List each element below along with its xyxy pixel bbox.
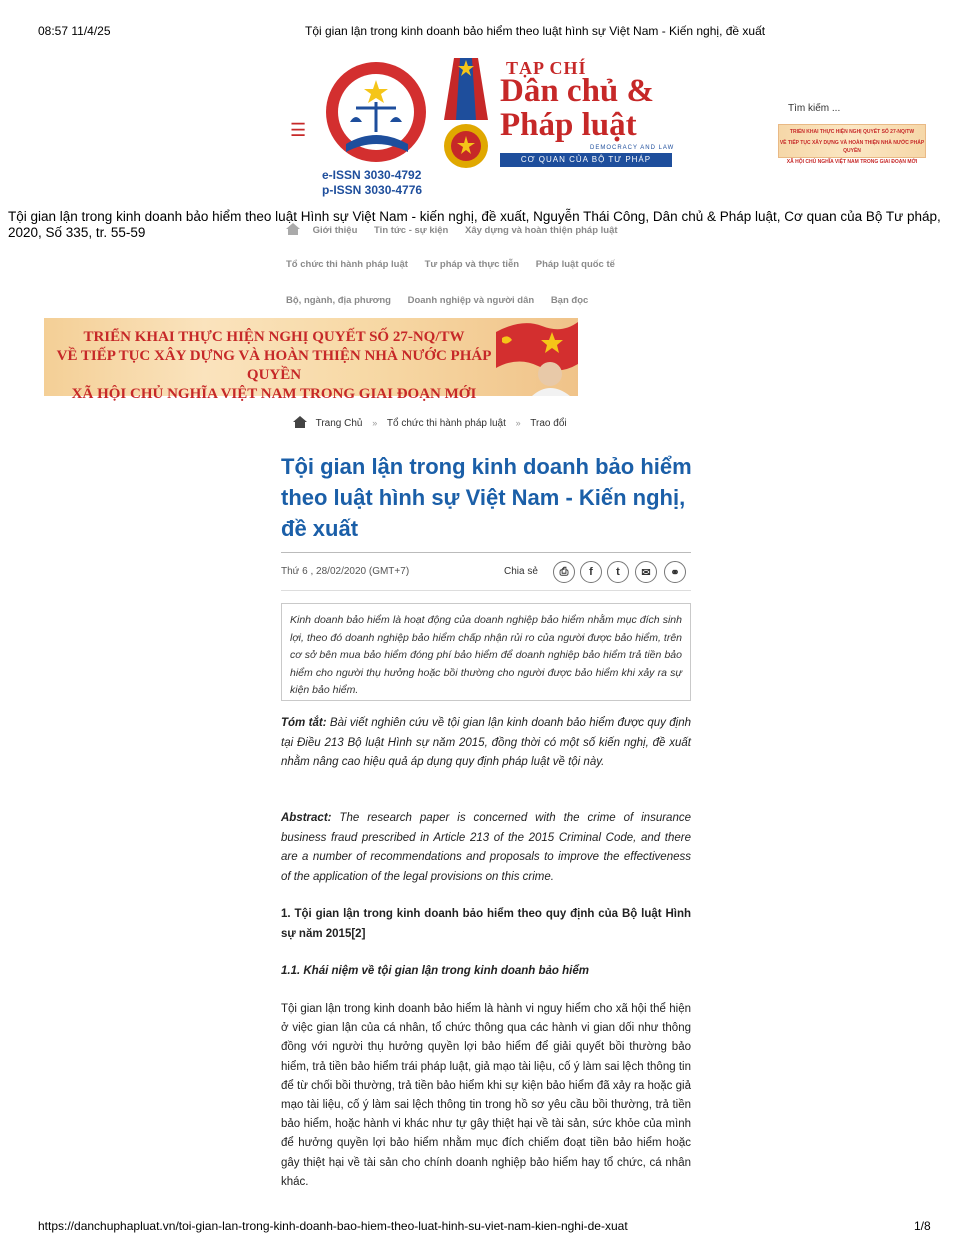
facebook-share-button[interactable]: f	[580, 561, 602, 583]
divider	[281, 552, 691, 553]
nav-item-tin-tuc[interactable]: Tin tức - sự kiện	[374, 225, 449, 236]
search-input[interactable]: Tìm kiếm ...	[788, 103, 841, 114]
print-page-number: 1/8	[914, 1219, 931, 1233]
banner-line3: XÃ HỘI CHỦ NGHĨA VIỆT NAM TRONG GIAI ĐOẠN MỚI	[71, 386, 477, 402]
issn-print: p-ISSN 3030-4776	[322, 183, 423, 197]
copy-link-button[interactable]: ⚭	[664, 561, 686, 583]
brand-top: TẠP CHÍ	[506, 58, 587, 78]
journal-seal-logo	[318, 60, 438, 176]
journal-brand	[500, 56, 680, 174]
citation-text: Tội gian lận trong kinh doanh bảo hiểm theo luật Hình sự Việt Nam - kiến nghị, đề xuất, Nguyễn Thái Công, Dân chủ & Pháp luật, Cơ quan của Bộ Tư pháp, 2020, Số 335, tr. 55-59	[8, 209, 941, 240]
breadcrumb-separator: »	[515, 418, 521, 428]
print-button[interactable]: ⎙	[553, 561, 575, 583]
brand-english: DEMOCRACY AND LAW	[590, 145, 675, 151]
brand-agency: CƠ QUAN CỦA BỘ TƯ PHÁP	[500, 153, 672, 167]
summary-label: Tóm tắt:	[281, 717, 327, 729]
share-label: Chia sẻ	[504, 566, 538, 577]
breadcrumb	[293, 416, 567, 429]
post-date: Thứ 6 , 28/02/2020 (GMT+7)	[281, 566, 410, 577]
issn-block	[322, 168, 422, 198]
home-icon[interactable]	[293, 416, 307, 428]
article-abstract	[281, 809, 691, 887]
banner-text	[44, 328, 504, 404]
side-banner-line3: XÃ HỘI CHỦ NGHĨA VIỆT NAM TRONG GIAI ĐOẠN MỚI	[786, 159, 918, 165]
section-heading: 1. Tội gian lận trong kinh doanh bảo hiểm theo quy định của Bộ luật Hình sự năm 2015[2]	[281, 908, 691, 940]
nav-item-quoc-te[interactable]: Pháp luật quốc tế	[535, 259, 615, 270]
abstract-label: Abstract:	[281, 812, 332, 824]
side-banner-line2: VỀ TIẾP TỤC XÂY DỰNG VÀ HOÀN THIỆN NHÀ NƯỚC PHÁP QUYỀN	[779, 140, 925, 154]
divider	[281, 590, 691, 591]
nav-item-bo-nganh[interactable]: Bộ, ngành, địa phương	[286, 295, 391, 306]
print-title: Tội gian lận trong kinh doanh bảo hiểm theo luật hình sự Việt Nam - Kiến nghị, đề xuất	[305, 24, 766, 38]
medal-icon	[440, 58, 492, 176]
subsection-heading: 1.1. Khái niệm về tội gian lận trong kinh doanh bảo hiểm	[281, 965, 589, 977]
nav-item-gioi-thieu[interactable]: Giới thiệu	[312, 225, 358, 236]
banner-line2: VỀ TIẾP TỤC XÂY DỰNG VÀ HOÀN THIỆN NHÀ NƯỚC PHÁP QUYỀN	[56, 348, 492, 383]
breadcrumb-home[interactable]: Trang Chủ	[315, 418, 363, 429]
brand-line2: Pháp luật	[500, 107, 637, 143]
article-summary	[281, 714, 691, 773]
abstract-text: The research paper is concerned with the crime of insurance business fraud prescribed in Article 213 of the 2015 Criminal Code, and there are a number of recommendations and proposals to improve the effectiveness of the application of the legal provisions on this crime.	[281, 812, 691, 883]
email-share-button[interactable]: ✉	[635, 561, 657, 583]
issn-electronic: e-ISSN 3030-4792	[322, 168, 422, 182]
brand-line1: Dân chủ &	[500, 73, 655, 109]
breadcrumb-subsection[interactable]: Trao đổi	[530, 418, 567, 429]
body-paragraph: Tội gian lận trong kinh doanh bảo hiểm là hành vi nguy hiểm cho xã hội thể hiện ở việc gian lận của cá nhân, tổ chức thông qua các hành vi gian dối như thông đồng với người thụ hưởng quyền lợi bảo hiểm để giải quyết bồi thường bảo hiểm, trả tiền bảo hiểm trái pháp luật, giả mạo tài liệu, cố ý làm sai lệch thông tin để từ chối bồi thường, trả tiền bảo hiểm khi sự kiện bảo hiểm đã xảy ra hoặc giả mạo tài liệu, cố ý làm sai lệch thông tin trong hồ sơ yêu cầu bồi thường, trả tiền bảo hiểm, hoặc hành vi khác như tự gây thiệt hại về tài sản, sức khỏe của mình để hưởng quyền lợi bảo hiểm nhằm mục đích chiếm đoạt tiền bảo hiểm hoặc gây thiệt hại về tài sản cho chính doanh nghiệp bảo hiểm hay tổ chức, cá nhân khác.	[281, 1003, 691, 1188]
nav-item-doanh-nghiep[interactable]: Doanh nghiệp và người dân	[407, 295, 535, 306]
print-url: https://danchuphapluat.vn/toi-gian-lan-trong-kinh-doanh-bao-hiem-theo-luat-hinh-su-viet-nam-kien-nghi-de-xuat	[38, 1219, 628, 1233]
nav-item-to-chuc[interactable]: Tổ chức thi hành pháp luật	[286, 259, 408, 270]
flag-portrait-icon	[492, 318, 578, 396]
twitter-share-button[interactable]: t	[607, 561, 629, 583]
print-time: 08:57 11/4/25	[38, 24, 111, 38]
breadcrumb-separator: »	[372, 418, 378, 428]
side-banner[interactable]	[778, 124, 926, 165]
breadcrumb-section[interactable]: Tổ chức thi hành pháp luật	[386, 418, 506, 429]
nav-item-tu-phap[interactable]: Tư pháp và thực tiễn	[424, 259, 520, 270]
article-lead: Kinh doanh bảo hiểm là hoạt động của doanh nghiệp bảo hiểm nhằm mục đích sinh lợi, theo đó doanh nghiệp bảo hiểm chấp nhận rủi ro của người được bảo hiểm, trên cơ sở bên mua bảo hiểm đóng phí bảo hiểm để doanh nghiệp bảo hiểm trả tiền bảo hiểm cho người thụ hưởng hoặc bồi thường cho người được bảo hiểm khi xảy ra sự kiện bảo hiểm.	[281, 603, 691, 701]
side-banner-line1: TRIỂN KHAI THỰC HIỆN NGHỊ QUYẾT SỐ 27-NQ/TW	[789, 129, 915, 135]
brand-name	[500, 74, 654, 142]
nav-row-3	[286, 295, 602, 306]
nav-row-2	[286, 259, 629, 270]
article-title: Tội gian lận trong kinh doanh bảo hiểm theo luật hình sự Việt Nam - Kiến nghị, đề xuất	[281, 454, 692, 541]
summary-text: Bài viết nghiên cứu về tội gian lận kinh doanh bảo hiểm được quy định tại Điều 213 Bộ luật Hình sự năm 2015, đồng thời có một số kiến nghị, đề xuất nhằm nâng cao hiệu quả áp dụng quy định pháp luật về tội này.	[281, 717, 691, 768]
menu-icon[interactable]: ☰	[290, 120, 307, 140]
nav-item-xay-dung[interactable]: Xây dựng và hoàn thiện pháp luật	[464, 225, 618, 236]
nav-item-ban-doc[interactable]: Bạn đọc	[550, 295, 589, 306]
banner-line1: TRIỂN KHAI THỰC HIỆN NGHỊ QUYẾT SỐ 27-NQ/TW	[83, 329, 465, 345]
resolution-banner[interactable]	[44, 318, 578, 402]
